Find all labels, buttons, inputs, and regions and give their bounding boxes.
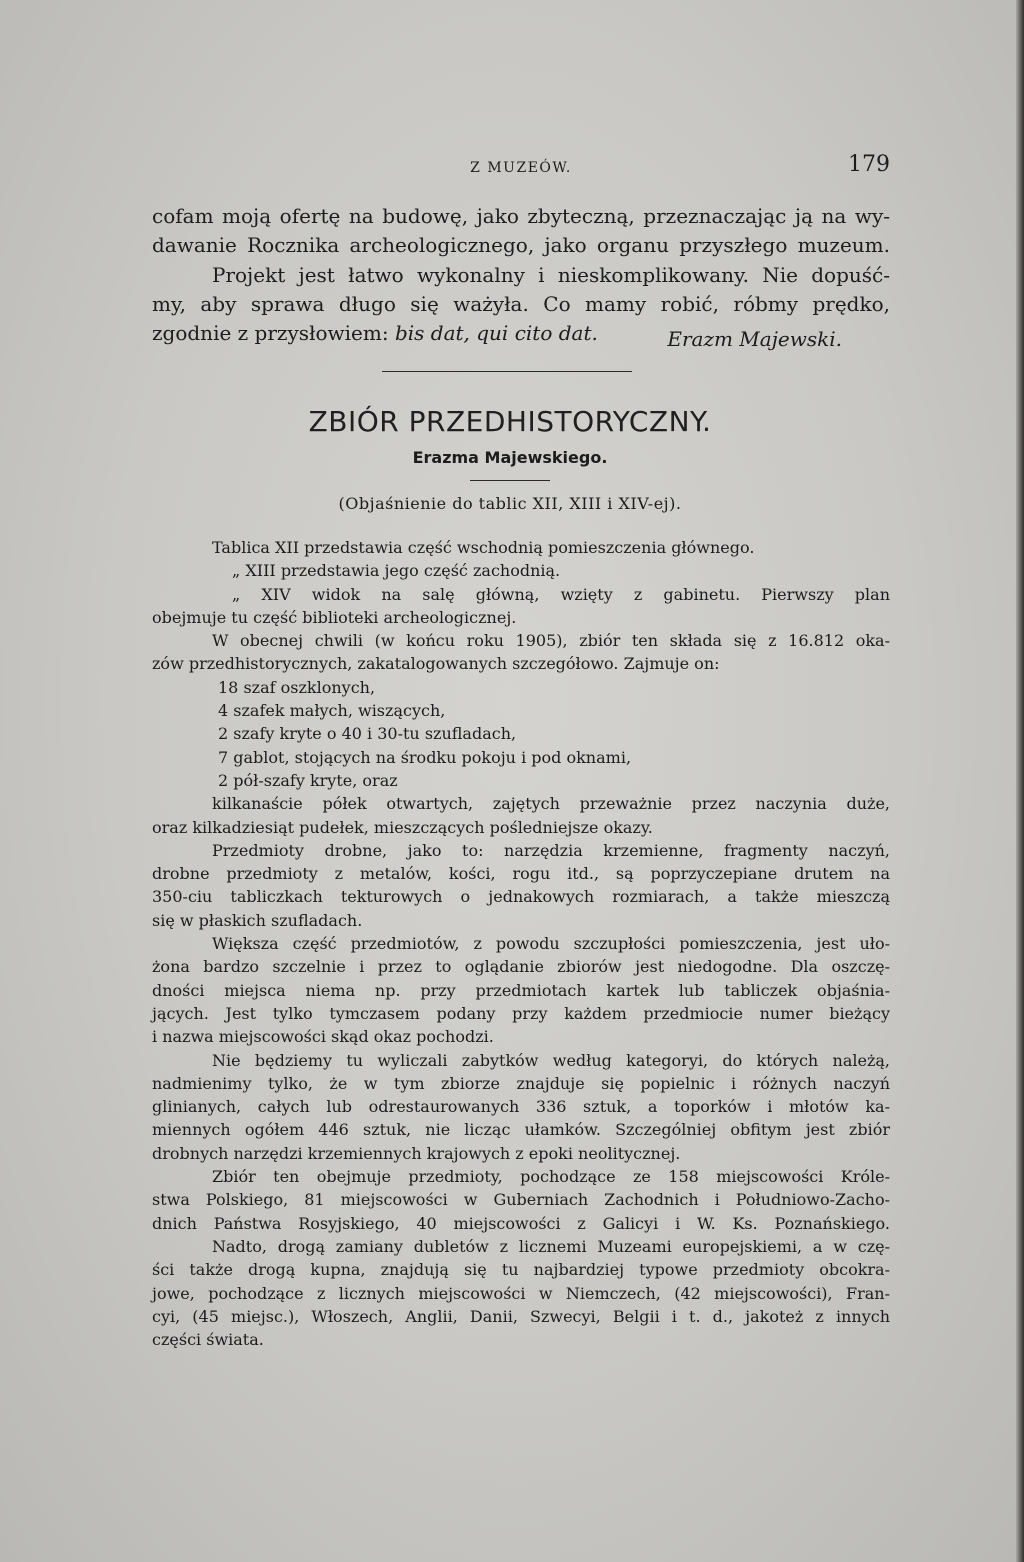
text-line: Nadto, drogą zamiany dubletów z licznemi Muzeami europejskiemi, a w czę- bbox=[212, 1236, 890, 1256]
text-line: „ XIV widok na salę główną, wzięty z gabinetu. Pierwszy plan bbox=[232, 584, 890, 604]
text-line: dności miejsca niema np. przy przedmiotach kartek lub tabliczek objaśnia- bbox=[152, 980, 890, 1000]
text-line: dawanie Rocznika archeologicznego, jako organu przyszłego muzeum. bbox=[152, 233, 890, 258]
text-line: części świata. bbox=[152, 1330, 264, 1350]
article-body bbox=[152, 536, 890, 1351]
text-line: dnich Państwa Rosyjskiego, 40 miejscowości z Galicyi i W. Ks. Poznańskiego. bbox=[152, 1213, 890, 1233]
list-item: 4 szafek małych, wiszących, bbox=[218, 701, 446, 721]
text-line: cyi, (45 miejsc.), Włoszech, Anglii, Danii, Szwecyi, Belgii i t. d., jakoteż z innych bbox=[152, 1306, 890, 1326]
text-line: Większa część przedmiotów, z powodu szczupłości pomieszczenia, jest uło- bbox=[212, 934, 890, 954]
text-line: stwa Polskiego, 81 miejscowości w Guberniach Zachodnich i Południowo-Zacho- bbox=[152, 1190, 890, 1210]
text-line: oraz kilkadziesiąt pudełek, mieszczących pośledniejsze okazy. bbox=[152, 817, 653, 837]
latin-quote: bis dat, qui cito dat. bbox=[394, 321, 598, 346]
article-title: ZBIÓR PRZEDHISTORYCZNY. bbox=[308, 405, 712, 438]
text-line: W obecnej chwili (w końcu roku 1905), zbiór ten składa się z 16.812 oka- bbox=[212, 631, 890, 651]
page-number: 179 bbox=[848, 152, 890, 177]
text-line: 350-ciu tabliczkach tekturowych o jednakowych rozmiarach, a także mieszczą bbox=[152, 887, 890, 907]
text-line: cofam moją ofertę na budowę, jako zbyteczną, przeznaczając ją na wy- bbox=[152, 204, 890, 228]
text-line: żona bardzo szczelnie i przez to oglądanie zbiorów jest niedogodne. Dla oszczę- bbox=[152, 957, 890, 977]
text-line: się w płaskich szufladach. bbox=[152, 910, 363, 930]
text-line: miennych ogółem 446 sztuk, nie licząc ułamków. Szczególniej obfitym jest zbiór bbox=[152, 1120, 890, 1140]
text-line: my, aby sprawa długo się ważyła. Co mamy robić, róbmy prędko, bbox=[152, 291, 890, 316]
list-item: 7 gablot, stojących na środku pokoju i pod oknami, bbox=[218, 747, 632, 767]
text-fragment: zgodnie z przysłowiem: bbox=[152, 321, 395, 346]
article-subtitle: Erazma Majewskiego. bbox=[412, 448, 608, 467]
intro-text bbox=[152, 202, 890, 352]
text-line: Przedmioty drobne, jako to: narzędzia krzemienne, fragmenty naczyń, bbox=[212, 840, 890, 860]
list-item: 2 szafy kryte o 40 i 30-tu szufladach, bbox=[218, 724, 517, 744]
text-line: drobne przedmioty z metalów, kości, rogu itd., są poprzyczepiane drutem na bbox=[152, 864, 890, 884]
list-item: 18 szaf oszklonych, bbox=[218, 677, 376, 697]
section-divider bbox=[382, 371, 632, 372]
author-signature: Erazm Majewski. bbox=[667, 327, 842, 352]
text-line: drobnych narzędzi krzemiennych krajowych z epoki neolitycznej. bbox=[152, 1143, 681, 1163]
text-line: Nie będziemy tu wyliczali zabytków według kategoryi, do których należą, bbox=[212, 1050, 890, 1070]
running-head: Z MUZEÓW. bbox=[470, 160, 572, 176]
plates-note: (Objaśnienie do tablic XII, XIII i XIV-ej). bbox=[338, 494, 682, 513]
text-line bbox=[152, 319, 890, 352]
text-line: zów przedhistorycznych, zakatalogowanych szczegółowo. Zajmuje on: bbox=[152, 654, 720, 674]
text-line: jowe, pochodzące z licznych miejscowości w Niemczech, (42 miejscowości), Fran- bbox=[152, 1283, 890, 1303]
text-line: ści także drogą kupna, znajdują się tu najbardziej typowe przedmioty obcokra- bbox=[152, 1260, 890, 1280]
subtitle-divider bbox=[470, 480, 550, 481]
text-line: obejmuje tu część biblioteki archeologicznej. bbox=[152, 607, 517, 627]
text-line: glinianych, całych lub odrestaurowanych 336 sztuk, a toporków i młotów ka- bbox=[152, 1097, 890, 1117]
text-line: Projekt jest łatwo wykonalny i nieskomplikowany. Nie dopuść- bbox=[212, 262, 890, 287]
text-line: Tablica XII przedstawia część wschodnią pomieszczenia głównego. bbox=[212, 538, 755, 557]
text-line: kilkanaście półek otwartych, zajętych przeważnie przez naczynia duże, bbox=[212, 794, 890, 814]
text-line: nadmienimy tylko, że w tym zbiorze znajduje się popielnic i różnych naczyń bbox=[152, 1073, 890, 1093]
text-line: i nazwa miejscowości skąd okaz pochodzi. bbox=[152, 1027, 494, 1047]
text-line: Zbiór ten obejmuje przedmioty, pochodzące ze 158 miejscowości Króle- bbox=[212, 1167, 890, 1187]
text-line: „ XIII przedstawia jego część zachodnią. bbox=[232, 561, 561, 581]
list-item: 2 pół-szafy kryte, oraz bbox=[218, 770, 398, 790]
page-header bbox=[152, 150, 890, 190]
text-line: jących. Jest tylko tymczasem podany przy każdem przedmiocie numer bieżący bbox=[152, 1003, 890, 1023]
